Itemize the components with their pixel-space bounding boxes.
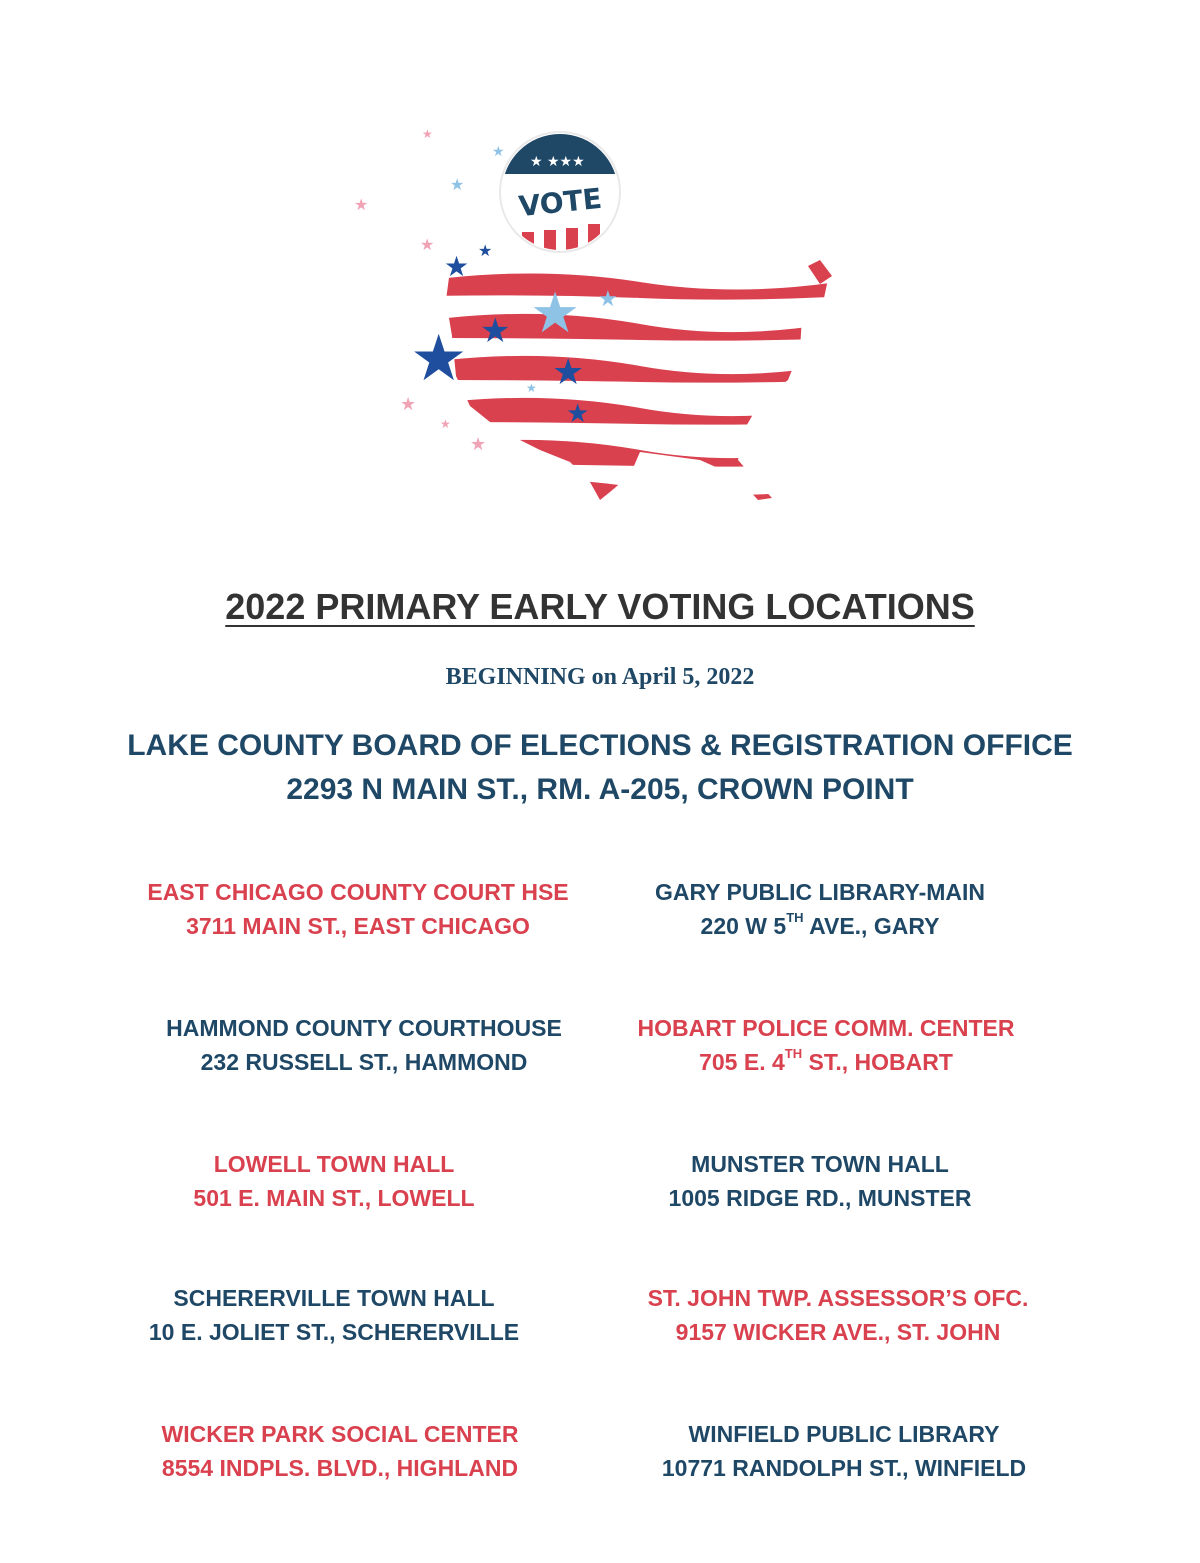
location-address: 10 E. JOLIET ST., SCHERERVILLE — [148, 1319, 520, 1345]
location-address: 9157 WICKER AVE., ST. JOHN — [675, 1319, 1001, 1345]
location-name: HAMMOND COUNTY COURTHOUSE — [166, 1015, 562, 1041]
location-name: MUNSTER TOWN HALL — [691, 1151, 949, 1177]
star-icon: ★ — [470, 434, 487, 454]
location-address: 705 E. 4TH ST., HOBART — [699, 1046, 953, 1075]
star-icon: ★ — [422, 127, 433, 141]
location-name: HOBART POLICE COMM. CENTER — [637, 1015, 1015, 1041]
vote-badge-icon — [490, 130, 630, 260]
location-lowell — [94, 1147, 574, 1215]
location-hammond — [124, 1011, 604, 1079]
location-name: GARY PUBLIC LIBRARY-MAIN — [654, 879, 986, 905]
star-icon: ★ — [530, 281, 581, 344]
location-address: 220 W 5TH AVE., GARY — [700, 910, 940, 939]
location-name: WICKER PARK SOCIAL CENTER — [161, 1421, 519, 1447]
us-map-flag-icon — [430, 240, 850, 510]
star-icon: ★ — [440, 417, 451, 431]
star-icon: ★ — [410, 322, 468, 394]
star-icon: ★ — [450, 177, 465, 194]
main-office — [0, 724, 1200, 812]
location-address: 232 RUSSELL ST., HAMMOND — [200, 1049, 528, 1075]
location-name: LOWELL TOWN HALL — [213, 1151, 455, 1177]
svg-text:★ ★★★: ★ ★★★ — [530, 154, 585, 170]
star-icon: ★ — [444, 251, 470, 282]
beginning-date: BEGINNING on April 5, 2022 — [445, 664, 755, 690]
location-address: 501 E. MAIN ST., LOWELL — [193, 1185, 475, 1211]
star-icon: ★ — [552, 351, 585, 392]
star-icon: ★ — [598, 286, 618, 311]
svg-text:VOTE: VOTE — [517, 181, 604, 224]
location-name: SCHERERVILLE TOWN HALL — [173, 1285, 495, 1311]
star-icon: ★ — [420, 237, 435, 254]
star-icon: ★ — [480, 312, 511, 350]
page-title: 2022 PRIMARY EARLY VOTING LOCATIONS — [225, 586, 975, 627]
star-icon: ★ — [354, 197, 369, 214]
location-east-chicago — [118, 875, 598, 943]
location-address: 10771 RANDOLPH ST., WINFIELD — [661, 1455, 1027, 1481]
star-icon: ★ — [478, 243, 493, 260]
location-schererville — [94, 1281, 574, 1349]
location-hobart — [586, 1011, 1066, 1079]
star-icon: ★ — [492, 143, 505, 159]
star-icon: ★ — [526, 381, 537, 395]
star-icon: ★ — [566, 398, 590, 428]
location-munster — [580, 1147, 1060, 1215]
location-name: WINFIELD PUBLIC LIBRARY — [688, 1421, 1000, 1447]
star-icon: ★ — [400, 394, 417, 414]
location-winfield — [604, 1417, 1084, 1485]
location-gary — [580, 875, 1060, 943]
location-address: 8554 INDPLS. BLVD., HIGHLAND — [161, 1455, 519, 1481]
main-office-address: 2293 N MAIN ST., RM. A-205, CROWN POINT — [286, 773, 914, 806]
main-office-name: LAKE COUNTY BOARD OF ELECTIONS & REGISTRATION OFFICE — [127, 729, 1073, 762]
location-address: 3711 MAIN ST., EAST CHICAGO — [186, 913, 530, 939]
location-name: ST. JOHN TWP. ASSESSOR’S OFC. — [647, 1285, 1029, 1311]
vote-flag-map-logo — [340, 80, 860, 520]
location-st-john — [598, 1281, 1078, 1349]
location-wicker-park — [100, 1417, 580, 1485]
location-name: EAST CHICAGO COUNTY COURT HSE — [147, 879, 569, 905]
location-address: 1005 RIDGE RD., MUNSTER — [668, 1185, 972, 1211]
